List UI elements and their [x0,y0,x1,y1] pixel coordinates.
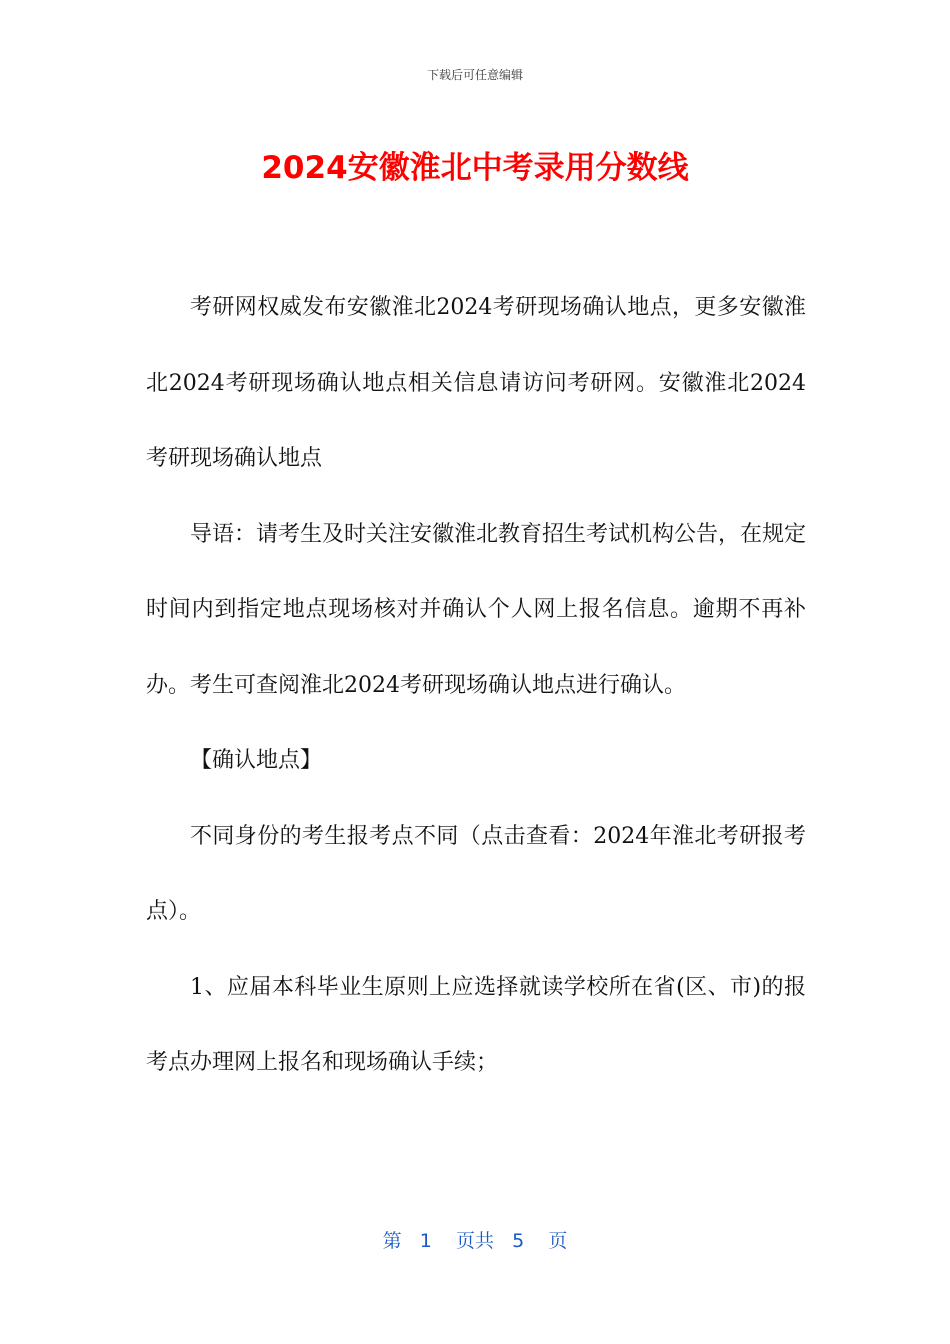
paragraph-guide: 导语：请考生及时关注安徽淮北教育招生考试机构公告，在规定时间内到指定地点现场核对并确认个人网上报名信息。逾期不再补办。考生可查阅淮北2024考研现场确认地点进行确认。 [146,521,807,698]
footer-suffix: 页 [548,1230,568,1252]
paragraph-intro: 考研网权威发布安徽淮北2024考研现场确认地点，更多安徽淮北2024考研现场确认地点相关信息请访问考研网。安徽淮北2024考研现场确认地点 [146,295,806,471]
header-note: 下载后可任意编辑 [426,68,523,82]
document-title: 2024安徽淮北中考录用分数线 [261,150,689,186]
paragraph-registration-points: 不同身份的考生报考点不同（点击查看：2024年淮北考研报考点）。 [146,823,806,924]
footer-prefix: 第 [382,1230,402,1252]
footer-current-page: 1 [419,1230,432,1252]
footer-middle: 页共 [455,1230,494,1252]
paragraph-section-heading: 【确认地点】 [190,748,323,773]
document-body [146,270,806,1101]
page-footer [0,1226,950,1253]
footer-total-pages: 5 [512,1230,525,1252]
paragraph-rule-1: 1、应届本科毕业生原则上应选择就读学校所在省(区、市)的报考点办理网上报名和现场确认手续； [146,974,806,1075]
